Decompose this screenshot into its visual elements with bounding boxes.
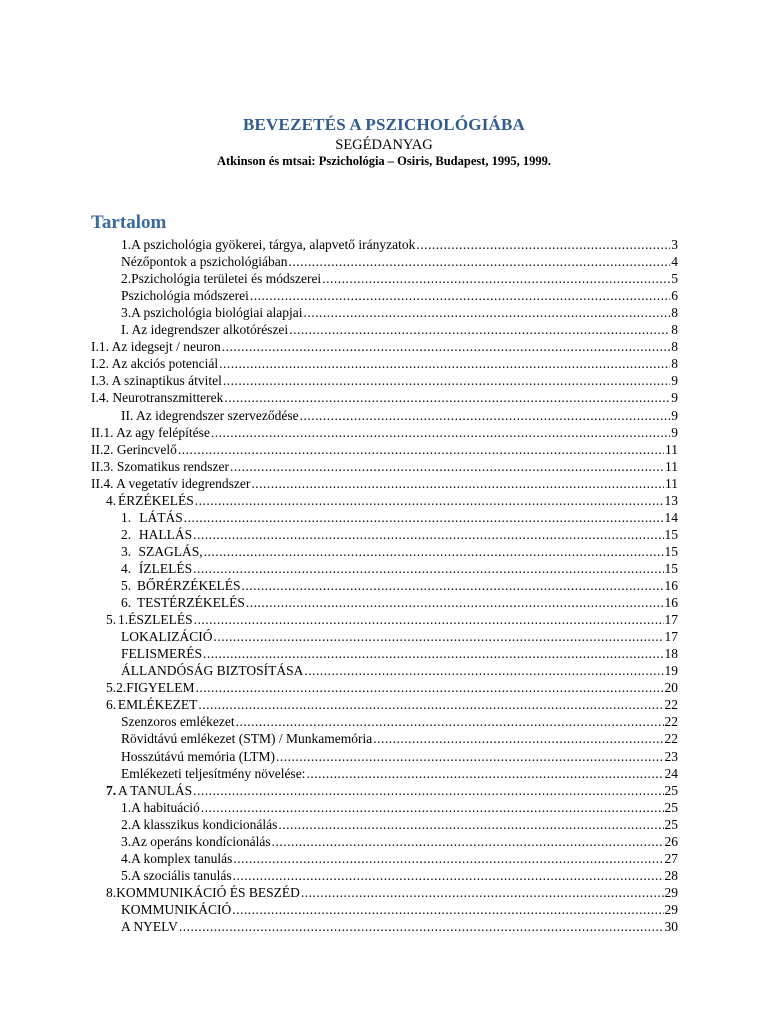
toc-entry-page: 8 [671, 305, 678, 321]
toc-entry[interactable] [121, 628, 678, 645]
toc-dot-leader [416, 236, 670, 253]
toc-entry-label: LÁTÁS [139, 509, 183, 525]
toc-entry-page: 9 [671, 424, 678, 440]
toc-entry-page: 18 [664, 646, 678, 662]
toc-dot-leader [232, 901, 663, 918]
toc-entry-page: 22 [664, 714, 678, 730]
toc-entry[interactable] [121, 799, 678, 816]
toc-entry[interactable] [91, 372, 678, 389]
toc-entry-page: 26 [664, 833, 678, 849]
toc-entry[interactable] [121, 594, 678, 611]
toc-entry-label: FELISMERÉS [121, 646, 203, 662]
toc-dot-leader [278, 816, 663, 833]
toc-entry-number: 1. [121, 237, 132, 252]
toc-entry-page: 15 [664, 526, 678, 542]
toc-entry-page: 29 [664, 884, 678, 900]
toc-dot-leader [300, 407, 671, 424]
toc-entry-page: 22 [664, 697, 678, 713]
toc-dot-leader [219, 355, 670, 372]
toc-dot-leader [276, 748, 664, 765]
toc-dot-leader [304, 662, 663, 679]
toc-entry-label: A pszichológia gyökerei, tárgya, alapvető irányzatok [131, 237, 416, 252]
toc-entry[interactable] [91, 441, 678, 458]
toc-dot-leader [193, 526, 663, 543]
toc-entry-label: SZAGLÁS, [138, 543, 203, 559]
toc-entry-page: 25 [664, 799, 678, 815]
toc-entry-page: 9 [671, 390, 678, 406]
toc-dot-leader [246, 594, 664, 611]
toc-entry-page: 8 [671, 339, 678, 355]
toc-entry-label: 1.ÉSZLELÉS [118, 612, 193, 628]
toc-entry-label: II. Az idegrendszer szerveződése [121, 407, 299, 423]
toc-entry[interactable] [121, 236, 678, 253]
document-subtitle: SEGÉDANYAG [335, 137, 433, 153]
toc-entry-label: 4.A komplex tanulás [121, 850, 233, 866]
toc-entry[interactable] [91, 355, 678, 372]
toc-entry-label: 3.Az operáns kondícionálás [121, 833, 271, 849]
toc-entry-number: 5. [106, 612, 117, 628]
toc-dot-leader [301, 884, 664, 901]
toc-dot-leader [196, 679, 664, 696]
toc-entry[interactable] [121, 645, 678, 662]
toc-entry[interactable] [121, 304, 678, 321]
toc-entry-page: 27 [664, 850, 678, 866]
toc-dot-leader [306, 765, 663, 782]
toc-entry-label: II.3. Szomatikus rendszer [91, 458, 229, 474]
toc-entry-page: 20 [664, 680, 678, 696]
toc-entry[interactable] [121, 901, 678, 918]
toc-dot-leader [194, 611, 664, 628]
toc-entry-number: 3. [121, 543, 132, 559]
toc-entry-page: 16 [664, 578, 678, 593]
toc-entry[interactable] [91, 424, 678, 441]
toc-entry-number: 2. [121, 271, 132, 287]
toc-entry[interactable] [121, 543, 678, 560]
toc-entry-label: Szenzoros emlékezet [121, 714, 235, 730]
toc-entry[interactable] [106, 492, 678, 509]
toc-entry-page: 29 [664, 901, 678, 917]
toc-entry-label: KOMMUNIKÁCIÓ ÉS BESZÉD [116, 884, 300, 900]
toc-dot-leader [233, 850, 663, 867]
toc-entry[interactable] [106, 782, 678, 799]
toc-dot-leader [250, 287, 670, 304]
toc-entry-page: 4 [671, 254, 678, 270]
toc-entry-label: ÍZLELÉS [138, 560, 193, 576]
toc-entry-page: 9 [671, 407, 678, 423]
toc-heading: Tartalom [91, 212, 167, 233]
toc-entry[interactable] [91, 389, 678, 406]
toc-entry[interactable] [121, 577, 678, 594]
toc-entry[interactable] [121, 730, 678, 747]
toc-dot-leader [211, 424, 670, 441]
toc-dot-leader [303, 304, 670, 321]
toc-entry-label: A NYELV [121, 919, 178, 934]
toc-entry-label: 2.A klasszikus kondicionálás [121, 816, 278, 832]
toc-entry-page: 24 [664, 765, 678, 781]
toc-entry-label: Pszichológia módszerei [121, 288, 249, 304]
toc-entry-page: 28 [664, 867, 678, 883]
toc-entry-page: 9 [671, 373, 678, 389]
toc-dot-leader [204, 543, 664, 560]
toc-dot-leader [224, 389, 670, 406]
toc-entry-page: 8 [671, 322, 678, 338]
toc-entry-number: 8. [106, 884, 117, 900]
toc-entry-label: I.4. Neurotranszmitterek [91, 390, 224, 406]
toc-dot-leader [242, 577, 664, 594]
toc-entry[interactable] [121, 867, 678, 884]
toc-entry-page: 11 [665, 475, 678, 491]
toc-entry[interactable] [106, 884, 678, 901]
toc-dot-leader [193, 560, 663, 577]
toc-entry-page: 8 [671, 356, 678, 372]
toc-dot-leader [178, 441, 664, 458]
toc-entry-number: 6. [121, 595, 132, 611]
toc-entry-page: 11 [665, 458, 678, 474]
toc-entry[interactable] [121, 321, 678, 338]
toc-dot-leader [373, 730, 663, 747]
toc-entry-label: 5.A szociális tanulás [121, 867, 232, 883]
toc-entry-label: BŐRÉRZÉKELÉS [137, 578, 241, 593]
toc-entry[interactable] [121, 407, 678, 424]
toc-dot-leader [289, 321, 670, 338]
toc-dot-leader [230, 458, 664, 475]
toc-entry-label: I.1. Az idegsejt / neuron [91, 339, 221, 355]
toc-entry-page: 25 [664, 816, 678, 832]
toc-entry-label: Nézőpontok a pszichológiában [121, 254, 288, 270]
toc-entry[interactable] [121, 253, 678, 270]
toc-entry-label: A TANULÁS [118, 782, 193, 798]
toc-entry-label: II.1. Az agy felépítése [91, 424, 210, 440]
toc-entry[interactable] [106, 611, 678, 628]
toc-entry-page: 15 [664, 560, 678, 576]
toc-dot-leader [288, 253, 670, 270]
toc-entry-label: Emlékezeti teljesítmény növelése: [121, 765, 306, 781]
toc-entry-label: HALLÁS [138, 526, 193, 542]
toc-dot-leader [198, 696, 663, 713]
toc-entry-label: Hosszútávú memória (LTM) [121, 748, 275, 764]
toc-dot-leader [272, 833, 664, 850]
toc-entry-page: 16 [664, 595, 678, 611]
toc-dot-leader [222, 338, 671, 355]
toc-entry-label: Pszichológia területei és módszerei [131, 271, 322, 287]
toc-entry-page: 6 [671, 288, 678, 304]
toc-entry-number: 4. [106, 492, 117, 508]
toc-entry[interactable] [91, 475, 678, 492]
toc-dot-leader [236, 713, 664, 730]
toc-entry[interactable] [121, 662, 678, 679]
toc-entry-page: 25 [664, 782, 678, 798]
toc-entry[interactable] [106, 696, 678, 713]
toc-dot-leader [223, 372, 670, 389]
toc-dot-leader [322, 270, 670, 287]
toc-entry[interactable] [121, 918, 678, 935]
toc-entry-label: 5.2.FIGYELEM [106, 680, 195, 696]
toc-entry[interactable] [121, 748, 678, 765]
toc-dot-leader [233, 867, 664, 884]
toc-entry-page: 3 [671, 237, 678, 252]
document-title: BEVEZETÉS A PSZICHOLÓGIÁBA [242, 115, 525, 134]
toc-entry[interactable] [121, 526, 678, 543]
toc-entry-label: ÁLLANDÓSÁG BIZTOSÍTÁSA [121, 663, 304, 679]
toc-dot-leader [179, 918, 664, 935]
toc-dot-leader [203, 645, 663, 662]
toc-entry-page: 15 [664, 543, 678, 559]
toc-entry-label: KOMMUNIKÁCIÓ [121, 901, 232, 917]
toc-entry-page: 17 [664, 629, 678, 645]
toc-entry-page: 17 [664, 612, 678, 628]
toc-entry-label: ÉRZÉKELÉS [118, 492, 194, 508]
toc-entry[interactable] [121, 270, 678, 287]
toc-entry-number: 6. [106, 697, 117, 713]
toc-entry-page: 19 [664, 663, 678, 679]
toc-entry-label: II.4. A vegetatív idegrendszer [91, 475, 251, 491]
toc-entry[interactable] [121, 765, 678, 782]
toc-entry-page: 5 [671, 271, 678, 287]
toc-entry-page: 13 [664, 492, 678, 508]
toc-entry-label: 1.A habituáció [121, 799, 200, 815]
toc-entry-page: 23 [664, 748, 678, 764]
toc-entry-page: 22 [664, 731, 678, 747]
toc-entry-label: I. Az idegrendszer alkotórészei [121, 322, 289, 338]
toc-entry-label: Rövidtávú emlékezet (STM) / Munkamemória [121, 731, 373, 747]
toc-dot-leader [195, 492, 664, 509]
toc-entry[interactable] [121, 713, 678, 730]
toc-entry-number: 3. [121, 305, 132, 321]
toc-entry-label: I.2. Az akciós potenciál [91, 356, 219, 372]
toc-dot-leader [201, 799, 664, 816]
toc-entry[interactable] [121, 850, 678, 867]
toc-entry-page: 14 [664, 509, 678, 525]
toc-entry[interactable] [121, 833, 678, 850]
toc-entry-label: A pszichológia biológiai alapjai [131, 305, 303, 321]
toc-dot-leader [193, 782, 663, 799]
toc-entry[interactable] [121, 509, 678, 526]
toc-entry[interactable] [121, 287, 678, 304]
toc-entry[interactable] [121, 560, 678, 577]
toc-entry[interactable] [91, 458, 678, 475]
toc-dot-leader [213, 628, 663, 645]
toc-entry[interactable] [91, 338, 678, 355]
toc-entry-page: 30 [664, 919, 678, 934]
toc-entry-label: TESTÉRZÉKELÉS [136, 595, 245, 611]
toc-dot-leader [251, 475, 664, 492]
toc-entry-page: 11 [665, 441, 678, 457]
toc-entry-label: LOKALIZÁCIÓ [121, 629, 213, 645]
toc-dot-leader [184, 509, 664, 526]
toc-entry-number: 1. [121, 509, 132, 525]
toc-entry[interactable] [121, 816, 678, 833]
toc-entry-label: EMLÉKEZET [117, 697, 198, 713]
toc-entry-number: 4. [121, 560, 132, 576]
toc-entry-number: 7. [106, 782, 117, 798]
toc-entry-label: II.2. Gerincvelő [91, 441, 177, 457]
toc-entry-label: I.3. A szinaptikus átvitel [91, 373, 222, 389]
document-source: Atkinson és mtsai: Pszichológia – Osiris, Budapest, 1995, 1999. [216, 154, 552, 168]
toc-entry[interactable] [106, 679, 678, 696]
toc-entry-number: 5. [121, 578, 132, 593]
toc-entry-number: 2. [121, 526, 132, 542]
